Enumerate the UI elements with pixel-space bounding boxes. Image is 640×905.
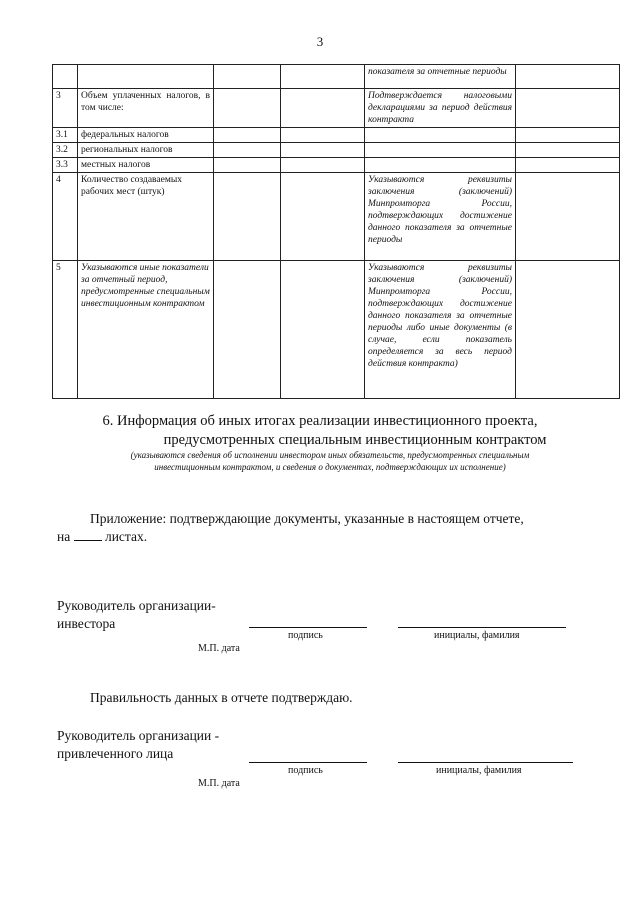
name-caption: инициалы, фамилия [436, 765, 522, 776]
value-cell [281, 173, 365, 261]
table-row [53, 128, 620, 143]
confirmation-note: Указываются реквизиты заключения (заключений) Минпромторга России, подтверждающих достижение данного показателя за отчетные периоды [365, 173, 516, 261]
section-6-title [0, 412, 640, 450]
attachment-paragraph [57, 510, 601, 546]
sheet-count-blank [74, 528, 102, 541]
attachment-prefix: на [57, 529, 71, 544]
value-cell [281, 261, 365, 399]
row-number [53, 65, 78, 89]
table-row [53, 261, 620, 399]
section-title-line: предусмотренных специальным инвестиционным контрактом [163, 432, 547, 448]
value-cell [281, 158, 365, 173]
table-row [53, 143, 620, 158]
value-cell [214, 128, 281, 143]
value-cell [214, 261, 281, 399]
row-number: 3.1 [53, 128, 78, 143]
attachment-suffix: листах. [104, 529, 148, 544]
attracted-party-head-label [57, 727, 219, 763]
row-number: 3 [53, 89, 78, 128]
value-cell [516, 143, 620, 158]
indicator-name: региональных налогов [78, 143, 214, 158]
name-line [398, 627, 566, 628]
confirmation-note: Указываются реквизиты заключения (заключений) Минпромторга России, подтверждающих достижение данного показателя за отчетные периоды либо иные документы (в случае, если показатель определяется за весь период действия контракта) [365, 261, 516, 399]
value-cell [281, 143, 365, 158]
value-cell [214, 89, 281, 128]
stamp-date-caption: М.П. дата [198, 778, 240, 789]
role-line: Руководитель организации - [57, 728, 220, 743]
confirmation-note [365, 143, 516, 158]
indicator-name: Количество создаваемых рабочих мест (штук) [78, 173, 214, 261]
indicator-name: федеральных налогов [78, 128, 214, 143]
confirmation-text: Правильность данных в отчете подтверждаю. [90, 690, 353, 705]
value-cell [214, 158, 281, 173]
section-6-note [60, 449, 600, 473]
name-caption: инициалы, фамилия [434, 630, 520, 641]
value-cell [516, 261, 620, 399]
value-cell [214, 143, 281, 158]
name-line [398, 762, 573, 763]
role-line: Руководитель организации- [57, 598, 216, 613]
indicator-name: местных налогов [78, 158, 214, 173]
section-title-line: 6. Информация об иных итогах реализации инвестиционного проекта, [102, 413, 538, 429]
table-row [53, 89, 620, 128]
value-cell [516, 173, 620, 261]
role-line: привлеченного лица [57, 746, 174, 761]
page-number: 3 [316, 34, 324, 49]
value-cell [281, 128, 365, 143]
row-number: 3.3 [53, 158, 78, 173]
confirmation-note [365, 158, 516, 173]
section-note-line: инвестиционным контрактом, и сведения о документах, подтверждающих их исполнение) [154, 462, 506, 472]
signature-line [249, 762, 367, 763]
value-cell [281, 89, 365, 128]
signature-line [249, 627, 367, 628]
value-cell [516, 158, 620, 173]
stamp-date-caption: М.П. дата [198, 643, 240, 654]
confirmation-note: Подтверждается налоговыми декларациями за период действия контракта [365, 89, 516, 128]
confirmation-note [365, 128, 516, 143]
section-note-line: (указываются сведения об исполнении инвестором иных обязательств, предусмотренных специальным [130, 450, 530, 460]
value-cell [214, 65, 281, 89]
attachment-line: Приложение: подтверждающие документы, указанные в настоящем отчете, [90, 511, 524, 526]
signature-caption: подпись [288, 765, 323, 776]
confirmation-note: показателя за отчетные периоды [365, 65, 516, 89]
indicator-name: Указываются иные показатели за отчетный период, предусмотренные специальным инвестиционным контрактом [78, 261, 214, 399]
signature-caption: подпись [288, 630, 323, 641]
report-table [52, 64, 620, 399]
attachment-line-2 [57, 528, 601, 546]
table-row [53, 173, 620, 261]
value-cell [516, 128, 620, 143]
row-number: 3.2 [53, 143, 78, 158]
table-row [53, 65, 620, 89]
role-line: инвестора [57, 616, 116, 631]
indicator-name [78, 65, 214, 89]
value-cell [516, 65, 620, 89]
row-number: 4 [53, 173, 78, 261]
value-cell [214, 173, 281, 261]
value-cell [516, 89, 620, 128]
table-row [53, 158, 620, 173]
row-number: 5 [53, 261, 78, 399]
value-cell [281, 65, 365, 89]
indicator-name: Объем уплаченных налогов, в том числе: [78, 89, 214, 128]
investor-head-label [57, 597, 216, 633]
